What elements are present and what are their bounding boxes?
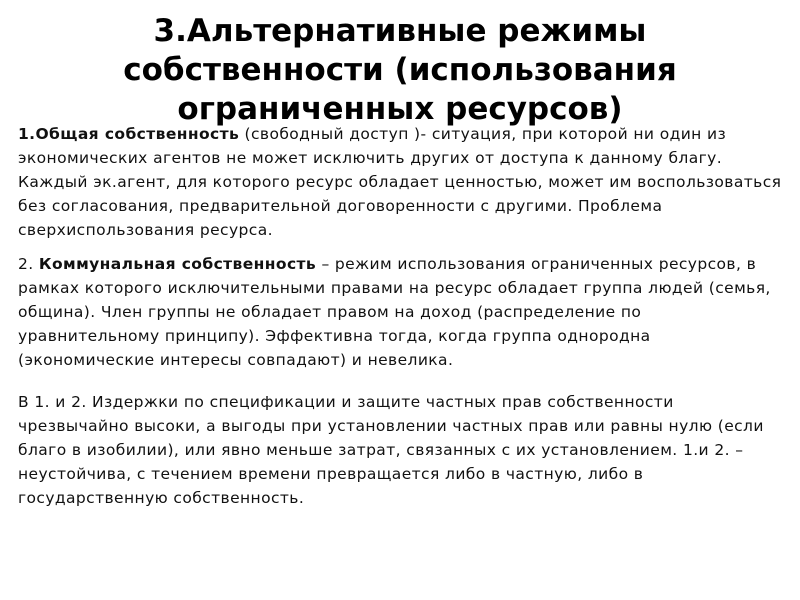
paragraph-text: – режим использования ограниченных ресурсов, в рамках которого исключительными правами на ресурс обладает группа людей (семья, община). Член группы не обладает правом на доход (распределение по уравнительному принципу). Эффективна тогда, когда группа однородна (экономические интересы совпадают) и невелика. (18, 255, 771, 369)
slide-body (18, 122, 788, 520)
paragraph-text: В 1. и 2. Издержки по спецификации и защите частных прав собственности чрезвычайно высоки, а выгоды при установлении частных прав или равны нулю (если благо в изобилии), или явно меньше затрат, связанных с их установлением. 1.и 2. –неустойчива, с течением времени превращается либо в частную, либо в государственную собственность. (18, 393, 764, 507)
paragraph-text: (свободный доступ )- ситуация, при которой ни один из экономических агентов не может исключить других от доступа к данному благу. Каждый эк.агент, для которого ресурс обладает ценностью, может им воспользоваться без согласования, предварительной договоренности с другими. Проблема сверхиспользования ресурса. (18, 125, 782, 239)
paragraph-conclusion (18, 390, 788, 510)
paragraph-number: 1. (18, 125, 36, 143)
term-common-property: Общая собственность (35, 125, 240, 143)
paragraph-communal-property (18, 252, 788, 372)
term-communal-property: Коммунальная собственность (38, 255, 317, 273)
paragraph-number: 2. (18, 255, 39, 273)
paragraph-common-property (18, 122, 788, 242)
slide-title: 3.Альтернативные режимы собственности (использования ограниченных ресурсов) (123, 13, 677, 127)
